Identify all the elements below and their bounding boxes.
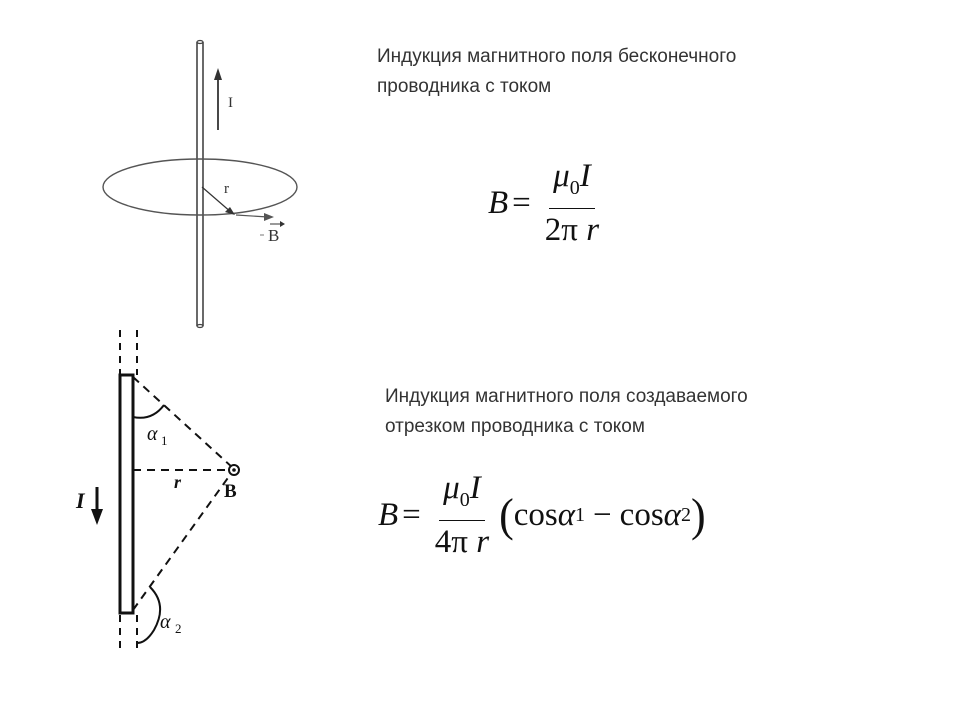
finite-wire-formula [378, 470, 706, 561]
current-arrow-head [214, 68, 222, 80]
field-vector-arrow [236, 215, 268, 217]
alpha-symbol-2: α [663, 497, 681, 533]
alpha2-label: α [160, 611, 171, 633]
formula-denominator [541, 209, 603, 249]
alpha1-arc [133, 405, 164, 418]
caption-line: Индукция магнитного поля создаваемого [385, 386, 748, 407]
formula-fraction [431, 470, 493, 561]
minus-sign: − [593, 497, 612, 533]
alpha2-subscript: 2 [175, 621, 182, 636]
alpha2-arc [137, 587, 160, 643]
finite-wire-diagram [60, 325, 260, 665]
wire-segment [120, 375, 133, 613]
caption-line: Индукция магнитного поля бесконечного [377, 46, 737, 67]
point-b-label: B [224, 481, 237, 502]
close-paren: ) [691, 489, 706, 542]
formula-equals: = [402, 497, 421, 533]
finite-wire-caption [385, 382, 865, 442]
infinite-wire-diagram [90, 30, 410, 370]
radius-label: r [174, 472, 182, 492]
alpha1-label: α [147, 423, 158, 445]
cos-function-1: cos [513, 497, 558, 533]
alpha1-subscript: 1 [161, 433, 168, 448]
formula-numerator [439, 470, 485, 521]
mu-subscript: 0 [459, 489, 470, 511]
denominator-coefficient: 4π [434, 524, 468, 560]
denominator-coefficient: 2π [544, 212, 578, 248]
infinite-wire-caption [377, 42, 847, 102]
cos-function-2: cos [619, 497, 664, 533]
current-arrow-head [91, 509, 103, 525]
current-symbol: I [469, 470, 481, 506]
open-paren: ( [499, 489, 514, 542]
field-label: B [268, 226, 280, 245]
alpha-subscript-2: 2 [681, 504, 691, 526]
wire-top-cap [197, 41, 203, 44]
line-to-bottom-end [133, 475, 230, 610]
field-point-dot [232, 468, 236, 472]
infinite-wire-formula [488, 158, 609, 249]
formula-lhs: B [488, 185, 509, 221]
formula-numerator [549, 158, 595, 209]
radius-symbol: r [476, 524, 490, 560]
field-vector-head [264, 213, 274, 221]
caption-line: проводника с током [377, 76, 552, 97]
alpha-subscript-1: 1 [575, 504, 586, 526]
field-label-vector-tip [280, 221, 285, 227]
formula-fraction [541, 158, 603, 249]
formula-lhs: B [378, 497, 399, 533]
caption-line: отрезком проводника с током [385, 416, 645, 437]
alpha-symbol-1: α [557, 497, 576, 533]
mu-symbol: μ [443, 470, 460, 506]
mu-subscript: 0 [569, 177, 580, 199]
mu-symbol: μ [553, 158, 570, 194]
current-symbol: I [579, 158, 591, 194]
current-label: I [76, 488, 85, 513]
field-line-circle [103, 159, 297, 215]
radius-symbol: r [586, 212, 600, 248]
formula-equals: = [512, 185, 531, 221]
formula-denominator [431, 521, 493, 561]
current-label: I [228, 95, 233, 111]
radius-label: r [224, 181, 229, 197]
